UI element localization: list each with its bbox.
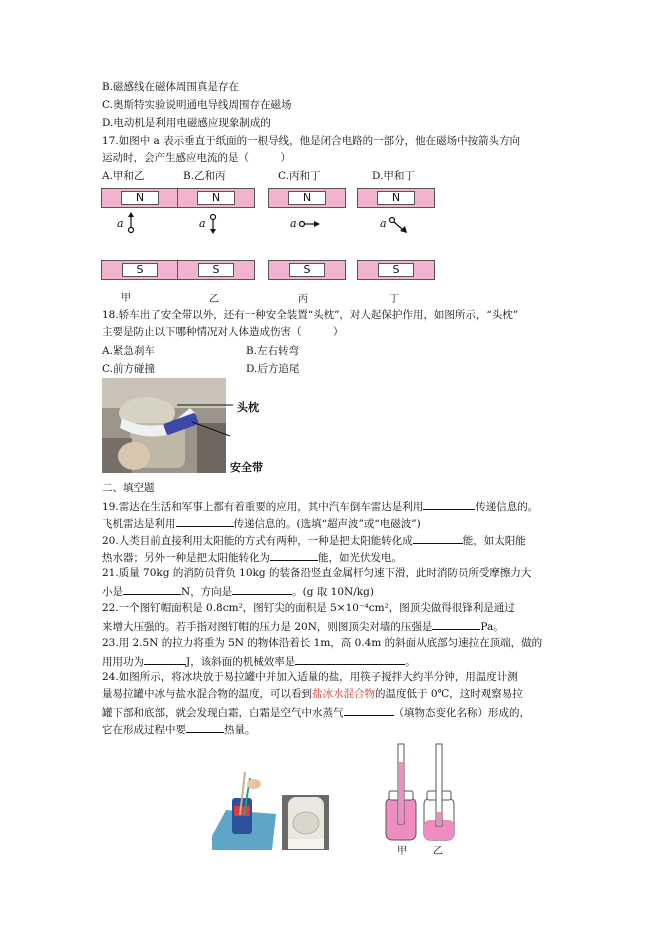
q23-blank-1[interactable] [144, 653, 186, 665]
question-17-line1: 17.如图中 a 表示垂直于纸面的一根导线，他是闭合电路的一部分，他在磁场中按箭头方向 [102, 135, 521, 147]
q17-option-b[interactable]: B.乙和丙 [183, 170, 226, 182]
south-pole-yi: S [177, 260, 255, 280]
headrest-label: 头枕 [237, 401, 259, 414]
option-b-line: B.磁感线在磁体周围真是存在 [102, 81, 240, 93]
question-21-line1: 21.质量 70kg 的消防员背负 10kg 的装备沿竖直金属杆匀速下滑，此时消防员所受摩擦力大 [102, 567, 532, 579]
figure-label-ding: 丁 [389, 294, 399, 305]
bottle-label-jia: 甲 [397, 846, 407, 857]
arrow-right-icon [298, 218, 322, 230]
q19-blank-2[interactable] [176, 515, 234, 527]
highlighted-term: 盐冰水混合物 [312, 688, 375, 700]
question-21-line2: 小是 N，方向是 。(g 取 10N/kg) [102, 583, 374, 599]
question-24-line2: 量易拉罐中冰与盐水混合物的温度，可以看到盐冰水混合物的温度低于 0℃，这时观察易拉 [102, 688, 523, 700]
figure-label-yi: 乙 [209, 294, 219, 305]
north-pole-yi: N [177, 188, 255, 208]
conductor-label-jia: a [117, 217, 124, 230]
south-pole-jia: S [101, 260, 179, 280]
frost-photo [282, 795, 329, 850]
question-18-line1: 18.轿车出了安全带以外，还有一种安全装置“头枕”，对人起保护作用，如图所示，“头枕” [102, 309, 519, 321]
q24-blank-1[interactable] [344, 704, 394, 716]
question-19-line2: 飞机雷达是利用 传递信息的。(选填“超声波”或“电磁波”) [102, 515, 421, 531]
q18-option-b[interactable]: B.左右转弯 [246, 345, 300, 357]
north-pole-ding: N [357, 188, 435, 208]
question-22-line2: 来增大压强的。若手指对图钉帽的压力是 20N，则图顶尖对墙的压强是 Pa。 [102, 618, 504, 634]
option-d-line: D.电动机是利用电磁感应现象制成的 [102, 117, 271, 129]
q17-option-c[interactable]: C.丙和丁 [278, 170, 321, 182]
q21-blank-2[interactable] [232, 583, 292, 595]
q21-blank-1[interactable] [123, 583, 181, 595]
q23-blank-2[interactable] [295, 653, 405, 665]
figure-label-bing: 丙 [298, 294, 308, 305]
q18-option-c[interactable]: C.前方碰撞 [102, 363, 155, 375]
q18-option-a[interactable]: A.紧急刹车 [102, 345, 155, 357]
question-24-line1: 24.如图所示，将冰块放于易拉罐中并加入适量的盐，用筷子搅拌大约半分钟，用温度计测 [102, 671, 518, 683]
thermometer-bottles-figure [380, 742, 460, 852]
question-22-line1: 22.一个图钉帽面积是 0.8cm²，图钉尖的面积是 5×10⁻⁴cm²，图顶尖做得很锋利是通过 [102, 602, 515, 614]
question-23-line1: 23.用 2.5N 的拉力将重为 5N 的物体沿着长 1m，高 0.4m 的斜面从底部匀速拉在顶端，做的 [102, 637, 543, 649]
bottle-label-yi: 乙 [433, 846, 443, 857]
arrow-diagonal-icon [388, 214, 410, 236]
north-pole-bing: N [268, 188, 346, 208]
conductor-label-ding: a [380, 217, 387, 230]
question-19-line1: 19.雷达在生活和军事上都有着重要的应用，其中汽车倒车雷达是利用 传递信息的。 [102, 498, 538, 514]
seatbelt-label: 安全带 [230, 461, 263, 474]
seatbelt-pointer [190, 420, 235, 440]
can-stirring-photo [212, 770, 277, 850]
question-24-line3: 罐下部和底部，就会发现白霜，白霜是空气中水蒸气 （填物态变化名称）形成的， [102, 704, 530, 720]
question-18-line2: 主要是防止以下哪种情况对人体造成伤害（ ） [102, 326, 344, 338]
arrow-down-icon [207, 212, 221, 238]
figure-label-jia: 甲 [121, 293, 131, 304]
q18-option-d[interactable]: D.后方追尾 [246, 363, 300, 375]
question-20-line2: 热水器；另外一种是把太阳能转化为 能，如光伏发电。 [102, 549, 402, 565]
q20-blank-2[interactable] [270, 549, 318, 561]
conductor-label-bing: a [290, 217, 297, 230]
question-24-line4: 它在形成过程中要 热量。 [102, 721, 256, 737]
conductor-label-yi: a [199, 217, 206, 230]
q17-option-a[interactable]: A.甲和乙 [102, 170, 145, 182]
q20-blank-1[interactable] [413, 532, 463, 544]
q24-blank-2[interactable] [186, 721, 224, 733]
q17-option-d[interactable]: D.甲和丁 [372, 170, 415, 182]
question-23-line2: 用用功为 J，该斜面的机械效率是 。 [102, 653, 416, 669]
arrow-up-icon [125, 210, 139, 236]
option-c-line: C.奥斯特实验说明通电导线周围存在磁场 [102, 99, 292, 111]
north-pole-jia: N [101, 188, 179, 208]
q19-blank-1[interactable] [423, 498, 475, 510]
q22-blank-1[interactable] [432, 618, 480, 630]
south-pole-bing: S [268, 260, 346, 280]
question-17-line2: 运动时，会产生感应电流的是（ ） [102, 152, 291, 164]
south-pole-ding: S [357, 260, 435, 280]
section-title: 二、填空题 [102, 482, 155, 494]
question-20-line1: 20.人类目前直接利用太阳能的方式有两种，一种是把太阳能转化成 能，如太阳能 [102, 532, 526, 548]
